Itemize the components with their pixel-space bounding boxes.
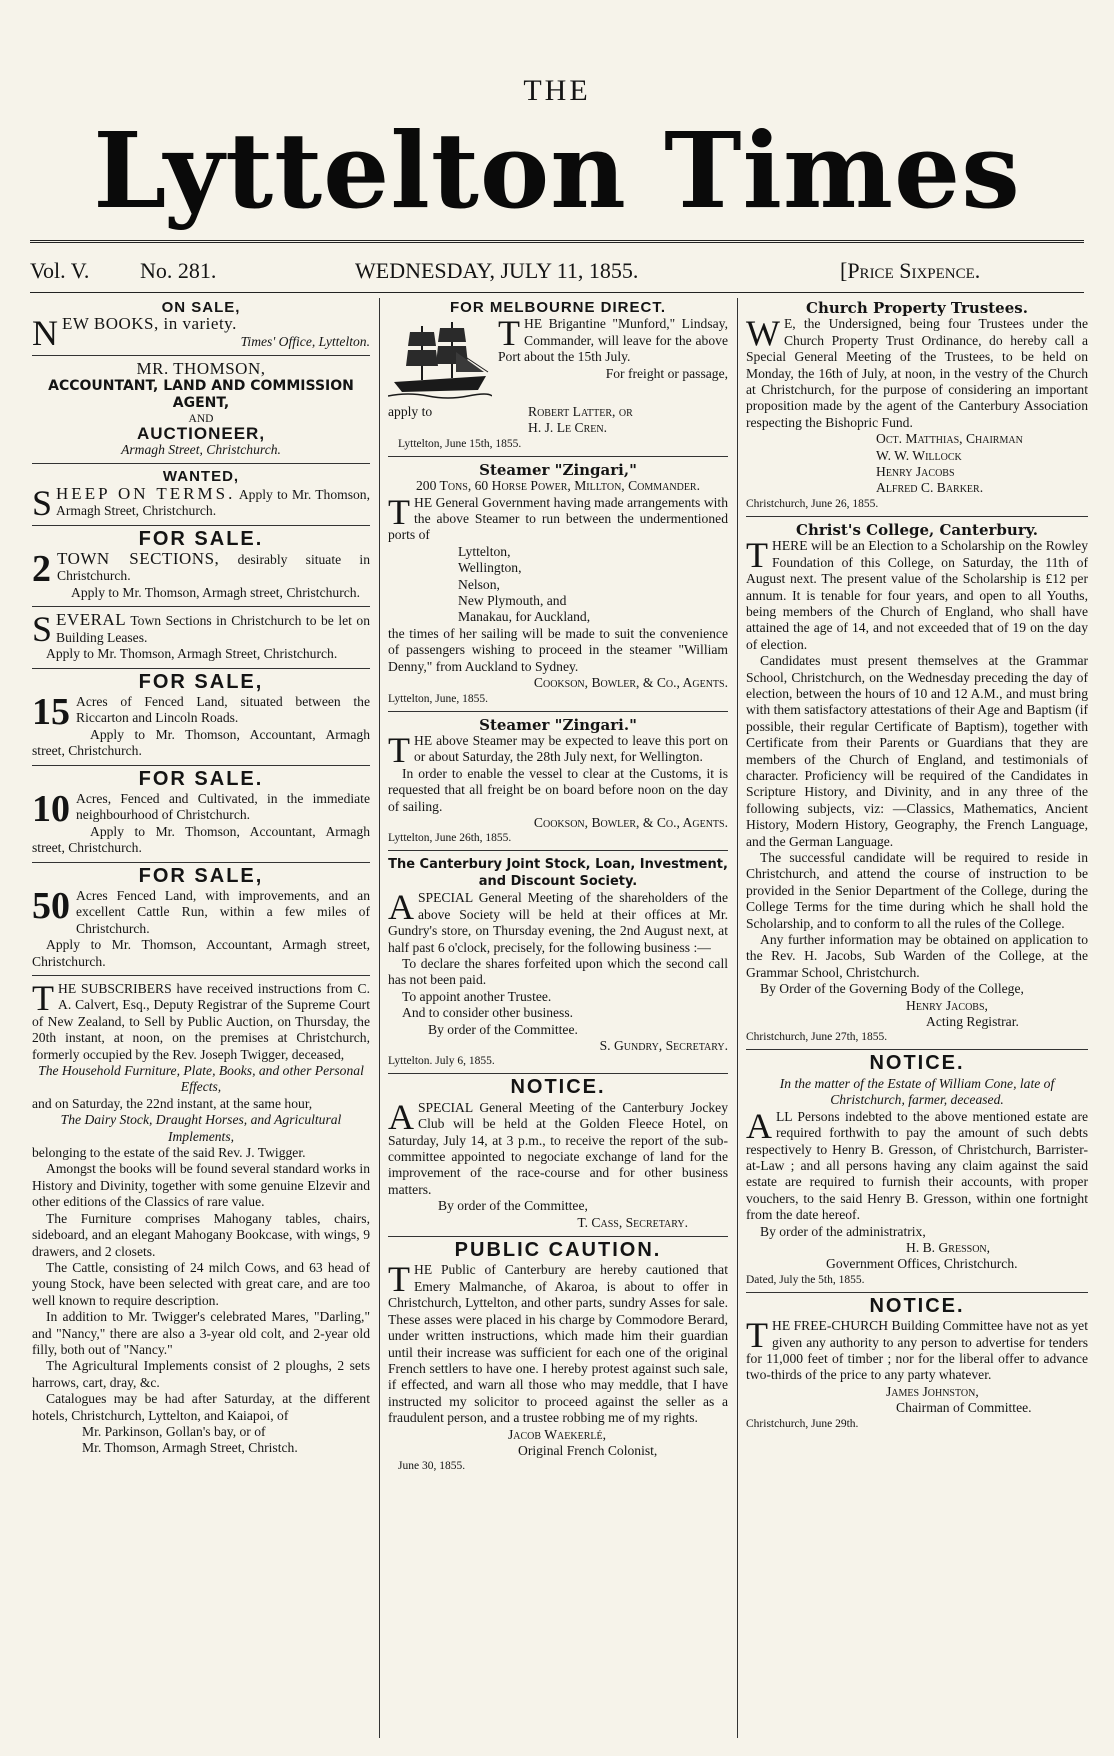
divider — [32, 355, 370, 356]
ad-date: Christchurch, June 27th, 1855. — [746, 1031, 888, 1044]
agent-and: AND — [188, 412, 214, 425]
divider — [32, 765, 370, 766]
column-2 — [388, 300, 728, 1740]
ad-apply: Apply to Mr. Thomson, Accountant, Armagh street, Christchurch. — [32, 937, 370, 969]
ad-text: desirably situate in Christchurch. — [57, 552, 370, 584]
ad-heading: NOTICE. — [869, 1052, 965, 1075]
drop-cap: S — [32, 482, 53, 523]
column-3 — [746, 300, 1088, 1740]
ad-heading: NOTICE. — [510, 1076, 606, 1099]
ad-jockey-club — [388, 1076, 728, 1231]
divider — [746, 1049, 1088, 1050]
ad-heading: PUBLIC CAUTION. — [454, 1239, 662, 1262]
ad-text: Acres, Fenced and Cultivated, in the immediate neighbourhood of Christchurch. — [76, 790, 370, 823]
drop-cap: T — [388, 491, 410, 532]
masthead-the: THE — [523, 74, 591, 107]
ad-title: EVERAL — [56, 610, 127, 630]
drop-cap: T — [388, 729, 410, 770]
ad-heading: FOR SALE. — [138, 767, 264, 790]
divider — [388, 1236, 728, 1237]
ad-text: Acres Fenced Land, with improvements, and an excellent Cattle Run, within a few miles of Christchurch. — [76, 887, 370, 936]
ad-signature: Cookson, Bowler, & Co., Agents. — [533, 814, 728, 830]
ad-heading: Christ's College, Canterbury. — [796, 520, 1038, 539]
ad-text: Town Sections in Christchurch to be let on Building Leases. — [56, 613, 370, 645]
masthead-rule — [30, 240, 1084, 243]
ad-text: HE FREE-CHURCH Building Committee have not as yet given any authority to any person to advertise for tenders for 11,000 feet of timber ; nor for the liberal offer to advance two-thirds of the price to any party whatever. — [746, 1318, 1088, 1383]
ad-italic: The Dairy Stock, Draught Horses, and Agricultural Implements, — [60, 1112, 342, 1144]
column-divider — [379, 298, 380, 1738]
ad-text: SPECIAL General Meeting of the shareholders of the above Society will be held at their offices at Mr. Gundry's store, on Thursday evening, the 2nd August next, at half past 6 o'clock, precisely, for the following business :— — [388, 890, 728, 955]
ad-signature: Government Offices, Christchurch. — [826, 1256, 1018, 1272]
ad-number: 2 — [32, 548, 51, 591]
divider — [746, 516, 1088, 517]
price: [Price Sixpence. — [840, 258, 981, 283]
ad-text: SPECIAL General Meeting of the Canterbury Jockey Club will be held at the Golden Fleece Hotel, on Saturday, July 14, at 3 p.m., to receive the report of the sub-committee appointed to negociate exchange of land for the improvement of the race-course and for other business matters. — [388, 1099, 728, 1197]
agent-address: Armagh Street, Christchurch. — [121, 442, 281, 458]
dateline-rule — [30, 292, 1084, 293]
ad-text: HE General Government having made arrangements with the above Steamer to run between the undermentioned ports of — [388, 494, 728, 543]
ad-text: HE SUBSCRIBERS have received instructions from C. A. Calvert, Esq., Deputy Registrar of the Supreme Court of New Zealand, to Sell by Public Auction, on Thursday, the 20th instant, at noon, on the premises at Christchurch, formerly occupied by the Rev. Joseph Twigger, deceased, — [32, 981, 370, 1062]
ad-signature: Henry Jacobs, — [906, 997, 988, 1013]
column-1 — [32, 300, 370, 1740]
ad-text: The Cattle, consisting of 24 milch Cows, and 63 head of young Stock, have been selected with great care, and are too well known to require description. — [32, 1259, 370, 1308]
ad-text: By order of the Committee. — [428, 1021, 578, 1037]
ad-date: Lyttelton, June 15th, 1855. — [398, 437, 522, 450]
ad-date: Lyttelton, June, 1855. — [388, 692, 488, 705]
ad-number: 50 — [32, 884, 70, 927]
trustee-name: Oct. Matthias, Chairman — [876, 431, 1023, 447]
drop-cap: T — [746, 535, 768, 576]
ad-text: By order of the administratrix, — [760, 1223, 926, 1239]
ad-15-acres — [32, 670, 370, 760]
ad-free-church — [746, 1294, 1088, 1431]
ad-apply: Apply to Mr. Thomson, Accountant, Armagh street, Christchurch. — [32, 823, 370, 856]
ad-title: TOWN SECTIONS, — [57, 549, 220, 569]
volume: Vol. V. — [30, 258, 90, 283]
ad-melbourne — [388, 300, 728, 451]
ad-signature: Acting Registrar. — [926, 1014, 1019, 1030]
port-item: New Plymouth, and — [458, 593, 567, 609]
ad-italic: The Household Furniture, Plate, Books, and other Personal Effects, — [38, 1063, 364, 1095]
ad-apply: Apply to Mr. Thomson, Accountant, Armagh street, Christchurch. — [32, 726, 370, 759]
ad-text: EW BOOKS, in variety. — [62, 314, 237, 334]
ad-apply: Apply to Mr. Thomson, Armagh street, Christchurch. — [71, 584, 360, 600]
ad-intro: In the matter of the Estate of William Cone, late of Christchurch, farmer, deceased. — [779, 1075, 1055, 1108]
ad-steamer-zingari-2 — [388, 717, 728, 846]
drop-cap: T — [32, 978, 54, 1018]
issue-number: No. 281. — [140, 258, 217, 283]
ad-number: 10 — [32, 787, 70, 830]
ad-text: HE Brigantine "Munford," Lindsay, Commander, will leave for the above Port about the 15th July. — [498, 316, 728, 365]
ad-text: Amongst the books will be found several standard works in History and Divinity, together with some genuine Elzevir and other editions of the Classics of rare value. — [32, 1161, 370, 1210]
ad-subheading: 200 Tons, 60 Horse Power, Millton, Commander. — [415, 478, 700, 494]
ad-signature: Times' Office, Lyttelton. — [240, 333, 370, 349]
ad-apply: Apply to Mr. Thomson, Armagh Street, Christchurch. — [46, 646, 338, 662]
divider — [746, 1292, 1088, 1293]
ad-date: Lyttelton. July 6, 1855. — [388, 1055, 495, 1068]
ad-text: HE Public of Canterbury are hereby cautioned that Emery Malmanche, of Akaroa, is about to offer in Christchurch, Lyttelton, and other parts, sundry Asses for sale. These asses were placed in his charge by Commodore Berard, under written instructions, which made him their guardian until their increase was sufficient for each one of the original French settlers to have one. I hereby protest against such sale, if effected, and warn all those who may meddle, that I have instructed my solicitor to proceed against the seller as a fraudulent person, and a trustee robbing me of my rights. — [388, 1262, 728, 1426]
port-item: Nelson, — [458, 576, 500, 592]
drop-cap: T — [746, 1315, 768, 1356]
ad-thomson — [32, 361, 370, 458]
ad-text: The successful candidate will be required to reside in Christchurch, and attend the course of instruction to be provided in the Senior Department of the College, during the College Terms for the time during which he shall hold the Scholarship, and to conform to all the rules of the College. — [746, 850, 1088, 931]
masthead-title: Lyttelton Times — [93, 112, 1021, 230]
ad-10-acres — [32, 767, 370, 857]
ad-50-acres — [32, 864, 370, 970]
drop-cap: A — [388, 1096, 414, 1137]
agent-role: ACCOUNTANT, LAND AND COMMISSION AGENT, — [48, 377, 354, 411]
divider — [32, 862, 370, 863]
divider — [32, 975, 370, 976]
divider — [32, 606, 370, 607]
ad-text: HE above Steamer may be expected to leave this port on or about Saturday, the 28th July next, for Wellington. — [414, 732, 728, 765]
ad-text: HERE will be an Election to a Scholarship on the Rowley Foundation of this College, on Saturday, the 11th of August next. The present value of the Scholarship is £12 per annum. It is tenable for four years, and open to all Youths, being members of the Church of England, who shall have attained the age of 14, and not exceeded that of 19 on the day of election. — [746, 538, 1088, 652]
ad-text: For freight or passage, — [605, 365, 728, 381]
ad-church-property — [746, 300, 1088, 511]
agent-auctioneer: AUCTIONEER, — [136, 423, 266, 443]
ad-text: And to consider other business. — [402, 1005, 574, 1021]
ad-books — [32, 300, 370, 354]
ad-date: June 30, 1855. — [398, 1460, 466, 1473]
ad-heading: Steamer "Zingari," — [479, 460, 637, 479]
issue-date: WEDNESDAY, JULY 11, 1855. — [355, 258, 639, 283]
ad-text: By order of the Committee, — [438, 1198, 588, 1214]
divider — [388, 1073, 728, 1074]
ad-text: Acres of Fenced Land, situated between the Riccarton and Lincoln Roads. — [76, 693, 370, 726]
divider — [32, 525, 370, 526]
ad-heading: FOR SALE. — [138, 527, 264, 550]
divider — [388, 456, 728, 457]
ad-text: E, the Undersigned, being four Trustees under the Church Property Trust Ordinance, do hereby call a Special General Meeting of the Trustees, to be held on Monday, the 16th of July, at noon, in the vestry of the Church at Christchurch, for the purpose of considering an important proposition made by the agent of the Canterbury Association respecting the Bishopric Fund. — [746, 316, 1088, 430]
ad-public-caution — [388, 1239, 728, 1473]
trustee-name: Alfred C. Barker. — [876, 480, 984, 496]
ad-joint-stock — [388, 856, 728, 1068]
ad-signature: Jacob Waekerlé, — [508, 1426, 607, 1442]
ad-christs-college — [746, 522, 1088, 1045]
ad-signature: Original French Colonist, — [518, 1442, 658, 1458]
ship-icon — [388, 318, 492, 404]
ad-text: Catalogues may be had after Saturday, at the different hotels, Christchurch, Lyttelton, and Kaiapoi, of — [32, 1391, 370, 1423]
ad-text: By Order of the Governing Body of the College, — [760, 981, 1024, 997]
ad-text: the times of her sailing will be made to suit the convenience of passengers wishing to proceed in the steamer "William Denny," from Auckland to Sydney. — [388, 625, 728, 674]
ad-heading: Steamer "Zingari." — [479, 715, 637, 734]
ad-date: Lyttelton, June 26th, 1855. — [388, 832, 512, 845]
dateline — [30, 258, 1084, 288]
trustee-name: Henry Jacobs — [876, 464, 955, 480]
port-item: Manakau, for Auckland, — [458, 609, 591, 625]
ad-text: In order to enable the vessel to clear at the Customs, it is requested that all freight be on board before noon on the day of sailing. — [388, 765, 728, 814]
agent-name: MR. THOMSON, — [136, 359, 266, 379]
ad-signature: Chairman of Committee. — [896, 1400, 1032, 1416]
ad-several-sections — [32, 609, 370, 662]
ad-text: The Furniture comprises Mahogany tables, chairs, sideboard, and an elegant Mahogany Bookcase, with wings, 9 drawers, and 2 closets. — [32, 1210, 370, 1259]
divider — [32, 668, 370, 669]
ad-heading: WANTED, — [162, 468, 240, 486]
ad-heading: The Canterbury Joint Stock, Loan, Investment, and Discount Society. — [388, 857, 728, 890]
drop-cap: S — [32, 609, 53, 650]
ad-contact: Mr. Parkinson, Gollan's bay, or of — [82, 1423, 266, 1439]
ad-heading: ON SALE, — [161, 300, 241, 316]
drop-cap: A — [388, 887, 414, 928]
ad-text: LL Persons indebted to the above mentioned estate are required forthwith to pay the amount of such debts respectively to Henry B. Gresson, of Christchurch, Barrister-at-Law ; and all persons having any claim against the said estate are required to furnish their accounts, with proper vouchers, to the said Henry B. Gresson, within one fortnight from the date hereof. — [746, 1108, 1088, 1223]
ad-steamer-zingari-1 — [388, 462, 728, 706]
divider — [388, 711, 728, 712]
column-divider — [737, 298, 738, 1738]
ad-town-sections — [32, 527, 370, 602]
port-item: Wellington, — [458, 560, 522, 576]
drop-cap: W — [746, 313, 780, 354]
ad-text: The Agricultural Implements consist of 2 ploughs, 2 sets harrows, cart, dray, &c. — [32, 1358, 370, 1390]
drop-cap: A — [746, 1105, 772, 1146]
ad-date: Christchurch, June 29th. — [746, 1417, 859, 1430]
ad-text: Candidates must present themselves at the Grammar School, Christchurch, on the Wednesday preceding the day of election, between the hours of 10 and 12 A.M., and must bring with them satisfactory attestations of their Age and Baptism (if possible, their regular Certificate of Baptism), together with Certificate from their Parents or Guardians that they are members of the Church of England, and testimonials of character. Proficiency will be required of the Candidates in Scripture History, and Divinity, and in any three of the following subjects, viz: —Classics, Mathematics, Ancient History, Modern History, Geography, the French Language, and the German Language. — [746, 653, 1088, 849]
ad-heading: FOR SALE, — [138, 670, 264, 693]
ad-cone-estate — [746, 1052, 1088, 1286]
ad-date: Christchurch, June 26, 1855. — [746, 497, 879, 510]
ad-heading: FOR SALE, — [138, 864, 264, 887]
ad-text: and on Saturday, the 22nd instant, at the same hour, — [32, 1095, 313, 1111]
drop-cap: T — [498, 313, 520, 354]
port-list — [388, 544, 728, 626]
ad-wanted-sheep — [32, 468, 370, 523]
ad-text: Any further information may be obtained on application to the Rev. H. Jacobs, Sub Warden of the College, at the Grammar School, Christchurch. — [746, 932, 1088, 980]
trustee-name: W. W. Willock — [876, 447, 962, 463]
ad-signature: James Johnston, — [886, 1383, 979, 1399]
divider — [388, 850, 728, 851]
ad-number: 15 — [32, 690, 70, 733]
ad-date: Dated, July the 5th, 1855. — [746, 1273, 865, 1286]
ad-text: apply to — [388, 404, 433, 420]
agent-name: H. J. Le Cren. — [528, 420, 607, 436]
ad-title: HEEP ON TERMS. — [56, 483, 236, 503]
drop-cap: T — [388, 1259, 410, 1300]
ad-signature: T. Cass, Secretary. — [577, 1214, 688, 1230]
ad-heading: FOR MELBOURNE DIRECT. — [450, 300, 666, 316]
ad-contact: Mr. Thomson, Armagh Street, Christch. — [82, 1440, 298, 1456]
ad-heading: NOTICE. — [869, 1294, 965, 1317]
ad-signature: S. Gundry, Secretary. — [599, 1038, 728, 1053]
divider — [32, 463, 370, 464]
ad-text: To declare the shares forfeited upon which the second call has not been paid. — [388, 955, 728, 988]
ad-text: To appoint another Trustee. — [402, 988, 552, 1004]
port-item: Lyttelton, — [458, 543, 511, 559]
ad-heading: Church Property Trustees. — [806, 300, 1028, 317]
ad-auction-twigger — [32, 978, 370, 1457]
agent-name: Robert Latter, or — [528, 404, 633, 420]
ad-signature: Cookson, Bowler, & Co., Agents. — [533, 675, 728, 691]
ad-text: belonging to the estate of the said Rev. J. Twigger. — [32, 1145, 306, 1161]
ad-text: In addition to Mr. Twigger's celebrated Mares, "Darling," and "Nancy," there are also a 3-year old colt, and 2-year old filly, both out of "Nancy." — [32, 1309, 370, 1357]
drop-cap: N — [32, 313, 58, 354]
ad-text: Apply to Mr. Thomson, Armagh Street, Christchurch. — [56, 486, 370, 519]
ad-signature: H. B. Gresson, — [906, 1239, 991, 1255]
